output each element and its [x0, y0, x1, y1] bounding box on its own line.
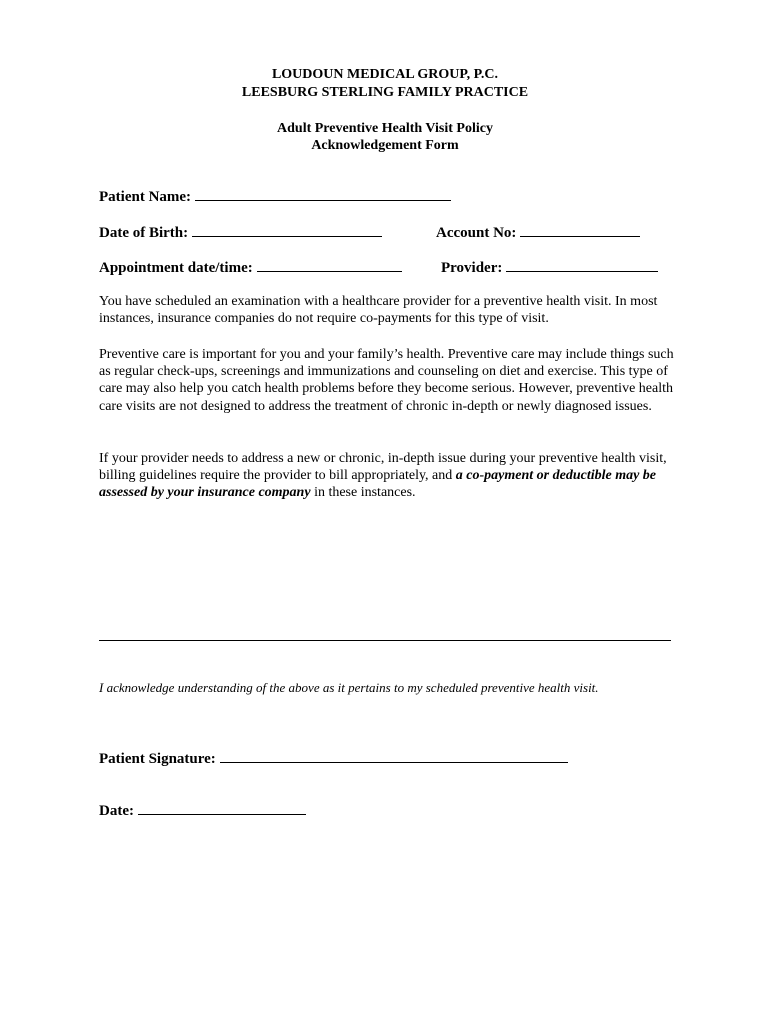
account-label: Account No:	[436, 225, 517, 241]
practice-name: LEESBURG STERLING FAMILY PRACTICE	[241, 85, 529, 100]
paragraph-scheduled-text: You have scheduled an examination with a healthcare provider for a preventive health visit. In most instances, insurance companies do not require co-payments for this type of visit.	[99, 294, 658, 327]
patient-name-label: Patient Name:	[99, 189, 192, 205]
provider-field	[441, 257, 658, 277]
patient-signature-field	[99, 748, 568, 768]
provider-label: Provider:	[441, 260, 503, 276]
paragraph-scheduled	[99, 293, 674, 327]
billing-text-start: If your provider needs to address a new or chronic, in-depth issue during your preventive health visit, billing guidelines require the provider to bill appropriately, and	[99, 451, 667, 484]
provider-input[interactable]	[506, 257, 658, 272]
dob-label: Date of Birth:	[99, 225, 189, 241]
date-field	[99, 800, 306, 820]
form-subtitle: Acknowledgement Form	[311, 138, 459, 153]
acknowledgement-statement: I acknowledge understanding of the above as it pertains to my scheduled preventive health visit.	[99, 680, 599, 695]
appointment-input[interactable]	[257, 257, 402, 272]
divider-line	[99, 640, 671, 641]
date-input[interactable]	[138, 800, 306, 815]
dob-field	[99, 222, 382, 242]
paragraph-billing	[99, 450, 674, 502]
paragraph-preventive-care	[99, 346, 674, 415]
patient-signature-label: Patient Signature:	[99, 751, 216, 767]
paragraph-billing-text	[99, 450, 674, 502]
account-field	[436, 222, 640, 242]
form-title: Adult Preventive Health Visit Policy	[277, 121, 493, 136]
date-label: Date:	[99, 803, 134, 819]
patient-name-input[interactable]	[195, 186, 451, 201]
appointment-field	[99, 257, 402, 277]
patient-name-field	[99, 186, 451, 206]
appointment-label: Appointment date/time:	[99, 260, 253, 276]
billing-emphasis: a co-payment or deductible may be assessed by your insurance company	[99, 468, 657, 501]
billing-text-end: in these instances.	[310, 485, 416, 501]
paragraph-preventive-care-text: Preventive care is important for you and your family’s health. Preventive care may include things such as regular check-ups, screenings and immunizations and counseling on diet and exercise. This type of care may also help you catch health problems before they become serious. However, preventive health care visits are not designed to address the treatment of chronic in-depth or newly diagnosed issues.	[99, 347, 674, 414]
account-input[interactable]	[520, 222, 640, 237]
patient-signature-input[interactable]	[220, 748, 568, 763]
org-name: LOUDOUN MEDICAL GROUP, P.C.	[271, 67, 499, 82]
dob-input[interactable]	[192, 222, 382, 237]
